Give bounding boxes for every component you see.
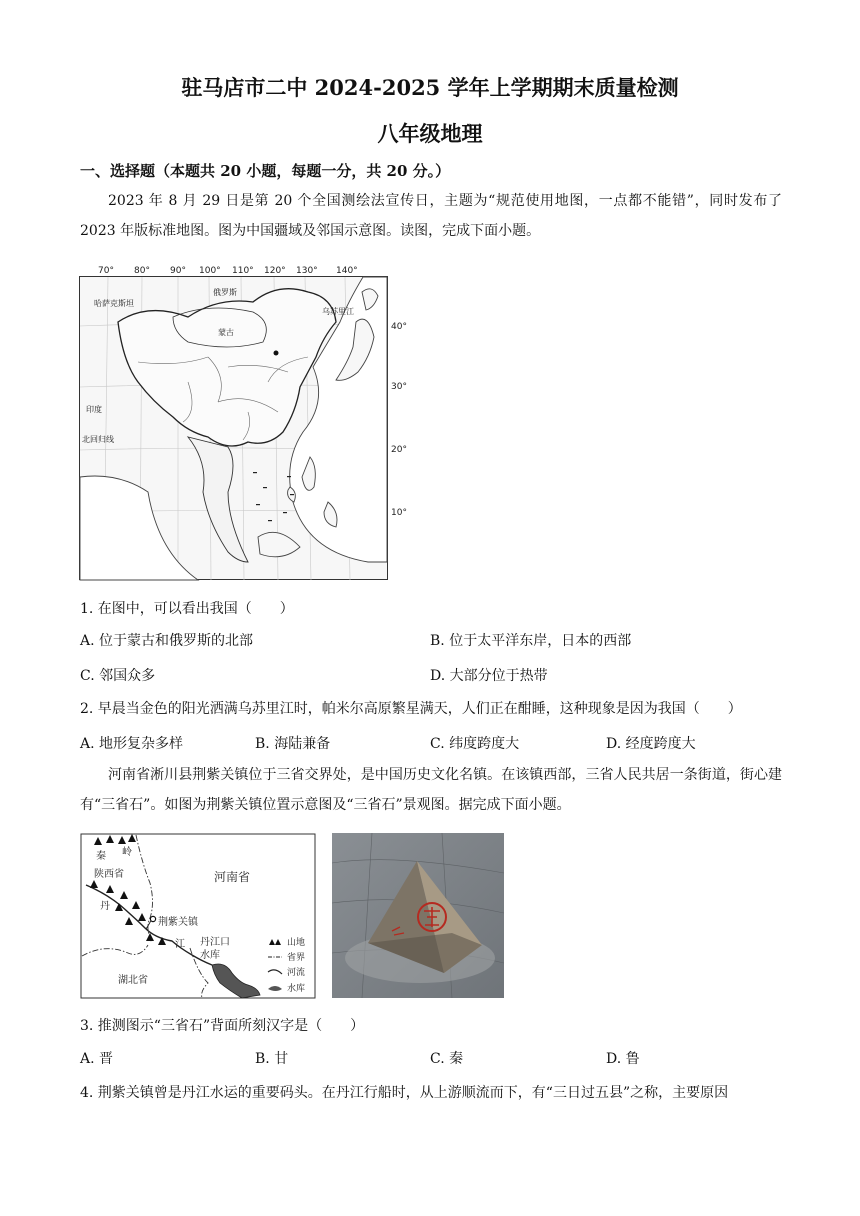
lat-label-20: 20°	[391, 445, 407, 455]
label-hubei: 湖北省	[118, 975, 148, 986]
label-reservoir-1: 丹江口	[200, 937, 230, 948]
capital-icon	[274, 351, 279, 356]
question-2: 2. 早晨当金色的阳光洒满乌苏里江时，帕米尔高原繁星满天，人们正在酣睡，这种现象是因为我国（ ）	[80, 701, 742, 717]
label-qin: 秦	[96, 851, 106, 862]
q3-option-b[interactable]: B. 甘	[255, 1051, 289, 1067]
lon-label-140: 140°	[336, 266, 358, 276]
q3-option-d[interactable]: D. 鲁	[606, 1051, 640, 1067]
q2-option-a[interactable]: A. 地形复杂多样	[80, 736, 184, 752]
jingziguan-location-map	[80, 833, 316, 999]
label-wusuli: 乌苏里江	[322, 307, 354, 316]
label-shaanxi: 陕西省	[94, 869, 124, 880]
legend-reservoir: 水库	[287, 984, 306, 994]
legend-river: 河流	[287, 968, 306, 978]
label-henan: 河南省	[214, 870, 251, 884]
legend-mountain: 山地	[287, 938, 306, 948]
question-1: 1. 在图中，可以看出我国（ ）	[80, 601, 294, 617]
label-kazakhstan: 哈萨克斯坦	[94, 299, 134, 308]
town-marker-icon	[150, 916, 155, 921]
q2-option-c[interactable]: C. 纬度跨度大	[430, 736, 520, 752]
label-jiang: 江	[175, 939, 185, 950]
q2-option-d[interactable]: D. 经度跨度大	[606, 736, 696, 752]
q1-option-b[interactable]: B. 位于太平洋东岸，日本的西部	[430, 633, 632, 649]
sanshengshi-photo	[332, 833, 504, 998]
label-dan: 丹	[100, 901, 110, 912]
label-tropic: 北回归线	[82, 435, 114, 444]
q1-option-a[interactable]: A. 位于蒙古和俄罗斯的北部	[80, 633, 254, 649]
label-india: 印度	[86, 405, 102, 414]
legend-boundary: 省界	[287, 953, 306, 963]
passage-2: 河南省淅川县荆紫关镇位于三省交界处，是中国历史文化名镇。在该镇西部，三省人民共居一条街道，街心建有“三省石”。如图为荆紫关镇位置示意图及“三省石”景观图。据完成下面小题。	[80, 767, 782, 813]
lon-label-70: 70°	[98, 266, 114, 276]
lon-label-90: 90°	[170, 266, 186, 276]
china-neighbors-map	[78, 262, 418, 584]
q1-option-c[interactable]: C. 邻国众多	[80, 668, 156, 684]
lat-label-40: 40°	[391, 322, 407, 332]
label-ling: 岭	[122, 847, 132, 858]
lon-label-80: 80°	[134, 266, 150, 276]
label-reservoir-2: 水库	[200, 950, 220, 961]
intro-paragraph: 2023 年 8 月 29 日是第 20 个全国测绘法宣传日，主题为“规范使用地图，一点都不能错”，同时发布了 2023 年版标准地图。图为中国疆域及邻国示意图。读图，完成下面小题。	[80, 193, 782, 239]
label-jingziguan: 荆紫关镇	[158, 917, 198, 928]
lat-label-30: 30°	[391, 382, 407, 392]
section-heading: 一、选择题（本题共 20 小题，每题一分，共 20 分。）	[80, 162, 451, 180]
page-title: 驻马店市二中 2024-2025 学年上学期期末质量检测	[181, 75, 679, 100]
q3-option-a[interactable]: A. 晋	[80, 1051, 114, 1067]
page-subtitle: 八年级地理	[377, 121, 483, 146]
question-4: 4. 荆紫关镇曾是丹江水运的重要码头。在丹江行船时，从上游顺流而下，有“三日过五县”之称，主要原因	[80, 1085, 729, 1101]
label-mongolia: 蒙古	[218, 328, 234, 337]
q1-option-d[interactable]: D. 大部分位于热带	[430, 668, 548, 684]
label-russia: 俄罗斯	[213, 288, 237, 297]
lat-label-10: 10°	[391, 508, 407, 518]
lon-label-120: 120°	[264, 266, 286, 276]
q3-option-c[interactable]: C. 秦	[430, 1051, 464, 1067]
q2-option-b[interactable]: B. 海陆兼备	[255, 736, 331, 752]
lon-label-110: 110°	[232, 266, 254, 276]
lon-label-130: 130°	[296, 266, 318, 276]
question-3: 3. 推测图示“三省石”背面所刻汉字是（ ）	[80, 1018, 365, 1034]
lon-label-100: 100°	[199, 266, 221, 276]
